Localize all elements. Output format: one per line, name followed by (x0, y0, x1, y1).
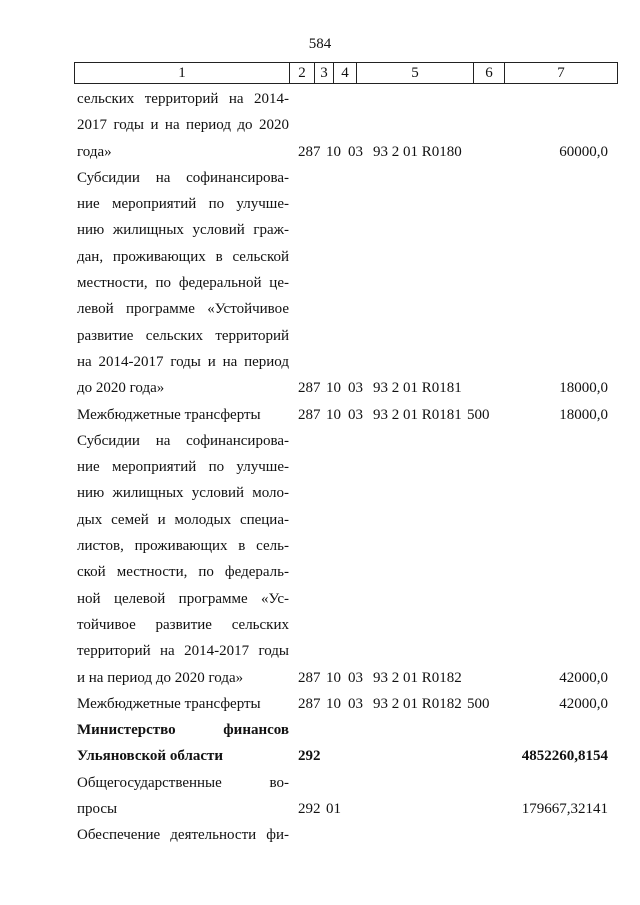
table-row (0, 323, 640, 349)
row-subsection-code: 03 (348, 669, 363, 686)
row-description: Субсидии на софинансирова- (77, 432, 289, 449)
row-subsection-code: 03 (348, 380, 363, 397)
row-expense-type-code: 500 (467, 406, 490, 423)
table-row (0, 507, 640, 533)
table-row (0, 717, 640, 743)
table-row (0, 349, 640, 375)
row-amount: 42000,0 (559, 669, 608, 686)
row-ministry-code: 287 (298, 406, 321, 423)
row-subsection-code: 03 (348, 695, 363, 712)
row-section-code: 10 (326, 143, 341, 160)
row-description: дых семей и молодых специа- (77, 511, 289, 528)
row-description: и на период до 2020 года» (77, 669, 244, 686)
row-description: Обеспечение деятельности фи- (77, 827, 289, 844)
row-description: нию жилищных условий моло- (77, 485, 289, 502)
table-row (0, 770, 640, 796)
page-number: 584 (308, 36, 332, 52)
row-description: сельских территорий на 2014- (77, 91, 289, 107)
row-ministry-code: 292 (298, 748, 321, 765)
row-amount: 60000,0 (559, 143, 608, 160)
row-description: 2017 годы и на период до 2020 (77, 117, 289, 134)
row-section-code: 10 (326, 380, 341, 397)
table-row (0, 533, 640, 559)
table-row (0, 217, 640, 243)
column-header-row (75, 63, 618, 84)
row-ministry-code: 287 (298, 695, 321, 712)
column-header-4: 4 (334, 63, 357, 84)
row-description: до 2020 года» (77, 380, 165, 397)
row-description: листов, проживающих в сель- (77, 538, 289, 555)
table-row (0, 165, 640, 191)
row-amount: 42000,0 (559, 695, 608, 712)
row-amount: 18000,0 (559, 380, 608, 397)
row-description: ной целевой программе «Ус- (77, 590, 289, 607)
column-header-3: 3 (315, 63, 334, 84)
row-ministry-code: 292 (298, 801, 321, 818)
row-description: тойчивое развитие сельских (77, 616, 289, 633)
column-header-1: 1 (75, 63, 290, 84)
table-row (0, 665, 640, 691)
row-amount: 4852260,8154 (521, 748, 608, 765)
row-description: Общегосударственные во- (77, 774, 289, 791)
row-description: дан, проживающих в сельской (77, 248, 289, 265)
row-description: просы (77, 801, 118, 818)
table-row (0, 638, 640, 664)
table-row (0, 86, 640, 112)
table-row (0, 743, 640, 769)
column-header-5: 5 (357, 63, 474, 84)
row-target-article-code: 93 2 01 R0181 (373, 380, 462, 397)
row-description: территорий на 2014-2017 годы (77, 643, 289, 660)
table-row (0, 796, 640, 822)
row-ministry-code: 287 (298, 380, 321, 397)
row-description: Министерство финансов (77, 722, 289, 739)
table-row (0, 296, 640, 322)
table-row (0, 822, 640, 848)
table-row (0, 244, 640, 270)
row-description: Ульяновской области (77, 748, 224, 765)
table-row (0, 612, 640, 638)
column-header-table (74, 62, 618, 84)
column-header-6: 6 (474, 63, 505, 84)
row-description: развитие сельских территорий (77, 327, 289, 344)
row-target-article-code: 93 2 01 R0182 (373, 669, 462, 686)
row-section-code: 10 (326, 695, 341, 712)
table-row (0, 428, 640, 454)
row-subsection-code: 03 (348, 143, 363, 160)
row-expense-type-code: 500 (467, 695, 490, 712)
row-ministry-code: 287 (298, 143, 321, 160)
row-description: на 2014-2017 годы и на период (77, 353, 289, 370)
table-row (0, 139, 640, 165)
row-section-code: 10 (326, 406, 341, 423)
row-amount: 18000,0 (559, 406, 608, 423)
row-subsection-code: 03 (348, 406, 363, 423)
table-row (0, 112, 640, 138)
row-amount: 179667,32141 (521, 801, 608, 818)
row-description: Субсидии на софинансирова- (77, 169, 289, 186)
row-description: местности, по федеральной це- (77, 275, 289, 292)
table-row (0, 454, 640, 480)
row-description: левой программе «Устойчивое (77, 301, 289, 318)
row-description: ние мероприятий по улучше- (77, 196, 289, 213)
budget-table-body (0, 86, 640, 849)
table-row (0, 402, 640, 428)
column-header-7: 7 (505, 63, 618, 84)
row-description: ние мероприятий по улучше- (77, 459, 289, 476)
table-row (0, 375, 640, 401)
row-section-code: 01 (326, 801, 341, 818)
row-description: Межбюджетные трансферты (77, 406, 261, 423)
table-row (0, 480, 640, 506)
row-target-article-code: 93 2 01 R0180 (373, 143, 462, 160)
row-description: Межбюджетные трансферты (77, 695, 261, 712)
row-description: нию жилищных условий граж- (77, 222, 289, 239)
row-description: ской местности, по федераль- (77, 564, 289, 581)
row-description: года» (77, 143, 112, 160)
row-section-code: 10 (326, 669, 341, 686)
table-row (0, 270, 640, 296)
row-ministry-code: 287 (298, 669, 321, 686)
table-row (0, 691, 640, 717)
row-target-article-code: 93 2 01 R0182 (373, 695, 462, 712)
table-row (0, 191, 640, 217)
row-target-article-code: 93 2 01 R0181 (373, 406, 462, 423)
table-row (0, 586, 640, 612)
column-header-2: 2 (290, 63, 315, 84)
table-row (0, 559, 640, 585)
